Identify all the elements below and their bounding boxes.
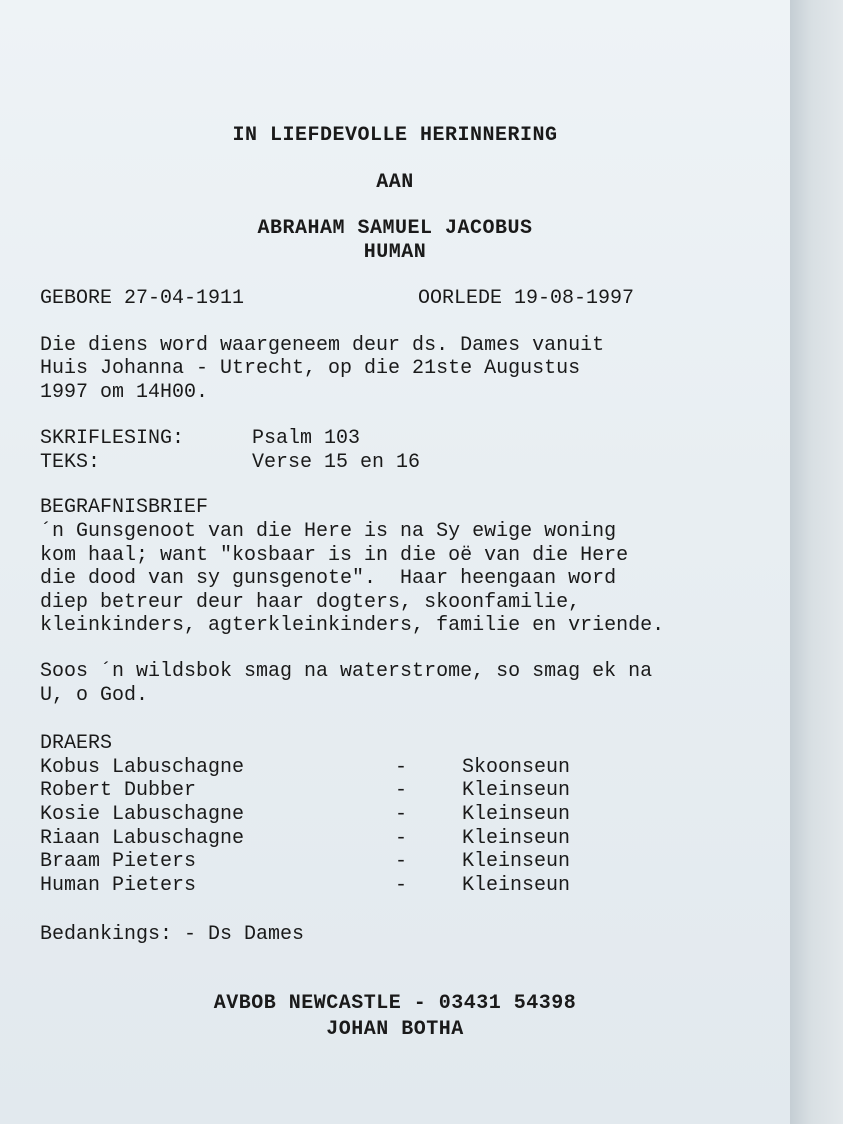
- bearer-name: Human Pieters: [40, 874, 197, 897]
- scripture-text-value: Verse 15 en 16: [252, 451, 421, 474]
- scripture-reading-label: SKRIFLESING:: [40, 427, 185, 450]
- verse-line-2: U, o God.: [40, 684, 149, 707]
- letter-line-4: diep betreur deur haar dogters, skoonfamilie,: [40, 591, 581, 614]
- bearer-row: [0, 779, 790, 803]
- letter-line-3: die dood van sy gunsgenote". Haar heengaan word: [40, 567, 617, 590]
- bearer-name: Robert Dubber: [40, 779, 197, 802]
- bearer-row: [0, 874, 790, 898]
- footer-contact-name: JOHAN BOTHA: [326, 1018, 464, 1041]
- footer-funeral-home: AVBOB NEWCASTLE - 03431 54398: [213, 992, 577, 1015]
- letter-line-2: kom haal; want "kosbaar is in die oë van die Here: [40, 544, 629, 567]
- bearer-dash: -: [395, 874, 408, 897]
- scripture-text-label: TEKS:: [40, 451, 101, 474]
- bearer-dash: -: [395, 850, 408, 873]
- bearer-relation: Skoonseun: [462, 756, 571, 779]
- bearer-relation: Kleinseun: [462, 850, 571, 873]
- bearers-heading: DRAERS: [40, 732, 113, 755]
- deceased-name-line1: ABRAHAM SAMUEL JACOBUS: [257, 217, 533, 240]
- service-line-2: Huis Johanna - Utrecht, op die 21ste Augustus: [40, 357, 581, 380]
- deceased-name-line2: HUMAN: [363, 241, 427, 264]
- bearer-name: Braam Pieters: [40, 850, 197, 873]
- bearer-dash: -: [395, 827, 408, 850]
- header-title: IN LIEFDEVOLLE HERINNERING: [232, 124, 558, 147]
- scripture-reading-value: Psalm 103: [252, 427, 361, 450]
- service-line-3: 1997 om 14H00.: [40, 381, 209, 404]
- verse-line-1: Soos ´n wildsbok smag na waterstrome, so smag ek na: [40, 660, 653, 683]
- bearer-relation: Kleinseun: [462, 874, 571, 897]
- bearer-dash: -: [395, 779, 408, 802]
- bearer-name: Kobus Labuschagne: [40, 756, 245, 779]
- bearer-relation: Kleinseun: [462, 827, 571, 850]
- bearer-row: [0, 803, 790, 827]
- bearer-relation: Kleinseun: [462, 803, 571, 826]
- bearer-row: [0, 827, 790, 851]
- thanks-line: Bedankings: - Ds Dames: [40, 923, 305, 946]
- scripture-reading-row: [0, 427, 790, 451]
- scripture-text-row: [0, 451, 790, 475]
- bearer-row: [0, 756, 790, 780]
- bearer-row: [0, 850, 790, 874]
- dates-row: [0, 287, 790, 311]
- header-aan: AAN: [376, 171, 414, 194]
- service-line-1: Die diens word waargeneem deur ds. Dames vanuit: [40, 334, 605, 357]
- bearer-name: Kosie Labuschagne: [40, 803, 245, 826]
- died-date: OORLEDE 19-08-1997: [418, 287, 635, 310]
- paper-edge: [790, 0, 843, 1124]
- bearer-name: Riaan Labuschagne: [40, 827, 245, 850]
- bearer-dash: -: [395, 803, 408, 826]
- letter-line-5: kleinkinders, agterkleinkinders, familie en vriende.: [40, 614, 665, 637]
- bearer-dash: -: [395, 756, 408, 779]
- letter-heading: BEGRAFNISBRIEF: [40, 496, 209, 519]
- bearer-relation: Kleinseun: [462, 779, 571, 802]
- born-date: GEBORE 27-04-1911: [40, 287, 245, 310]
- letter-line-1: ´n Gunsgenoot van die Here is na Sy ewige woning: [40, 520, 617, 543]
